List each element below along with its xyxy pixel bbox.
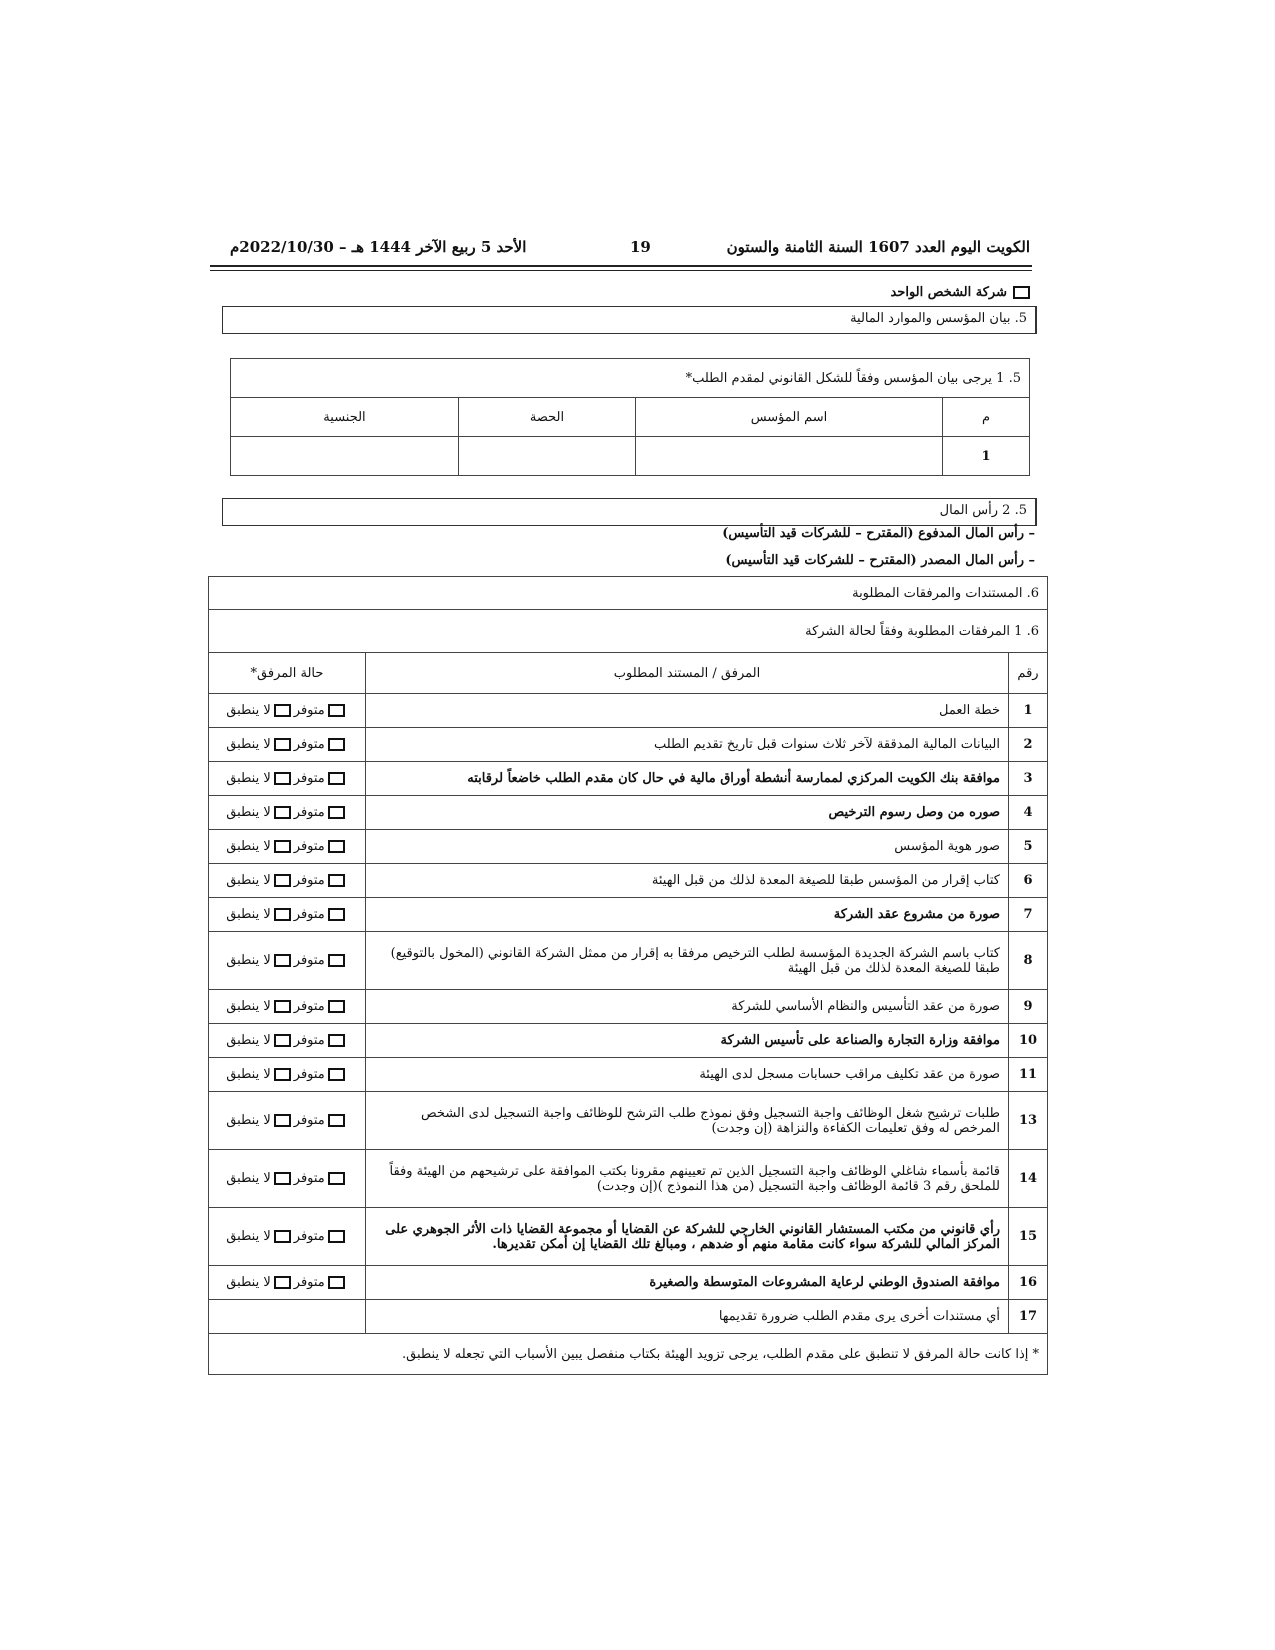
section5-2-title: 5. 2 رأس المال <box>939 503 1027 518</box>
row-number: 8 <box>1009 932 1048 990</box>
row-number: 10 <box>1009 1024 1048 1058</box>
attachment-status <box>209 898 366 932</box>
not-applicable-label: لا ينطبق <box>226 805 271 820</box>
row-number: 5 <box>1009 830 1048 864</box>
row-index: 1 <box>943 437 1030 476</box>
not-applicable-checkbox-icon[interactable] <box>274 954 291 967</box>
available-checkbox-icon[interactable] <box>328 874 345 887</box>
document-description: صورة من عقد التأسيس والنظام الأساسي للشركة <box>366 990 1009 1024</box>
not-applicable-label: لا ينطبق <box>226 1033 271 1048</box>
header-rule-thin <box>210 270 1032 271</box>
footnote: * إذا كانت حالة المرفق لا تنطبق على مقدم الطلب، يرجى تزويد الهيئة بكتاب منفصل يبين الأسباب التي تجعله لا ينطبق. <box>209 1334 1048 1375</box>
row-number: 2 <box>1009 728 1048 762</box>
col-document: المرفق / المستند المطلوب <box>366 653 1009 694</box>
available-label: متوفر <box>293 873 325 888</box>
header-rule <box>210 265 1032 267</box>
available-label: متوفر <box>293 703 325 718</box>
col-number: رقم <box>1009 653 1048 694</box>
row-number: 4 <box>1009 796 1048 830</box>
table-row <box>209 1150 1048 1208</box>
col-founder-name: اسم المؤسس <box>636 398 943 437</box>
table-row <box>209 1266 1048 1300</box>
section5-title-box <box>222 306 1037 334</box>
founders-header-row <box>231 398 1030 437</box>
table-row <box>209 694 1048 728</box>
available-checkbox-icon[interactable] <box>328 1034 345 1047</box>
nationality-cell[interactable] <box>231 437 459 476</box>
available-checkbox-icon[interactable] <box>328 772 345 785</box>
available-checkbox-icon[interactable] <box>328 1172 345 1185</box>
row-number: 14 <box>1009 1150 1048 1208</box>
attachment-status <box>209 694 366 728</box>
document-description: البيانات المالية المدققة لآخر ثلاث سنوات قبل تاريخ تقديم الطلب <box>366 728 1009 762</box>
attachment-status <box>209 1208 366 1266</box>
attachment-status <box>209 796 366 830</box>
document-description: قائمة بأسماء شاغلي الوظائف واجبة التسجيل الذين تم تعيينهم مقرونا بكتب الموافقة على ترشيحهم من الهيئة وفقاً للملحق رقم 3 قائمة الوظائف واجبة التسجيل (من هذا النموذج )(إن وجدت) <box>366 1150 1009 1208</box>
available-label: متوفر <box>293 999 325 1014</box>
row-number: 16 <box>1009 1266 1048 1300</box>
section5-2-box <box>222 498 1037 526</box>
row-number: 7 <box>1009 898 1048 932</box>
document-description: كتاب باسم الشركة الجديدة المؤسسة لطلب الترخيص مرفقا به إقرار من ممثل الشركة القانوني (المخول بالتوقيع) طبقا للصيغة المعدة لذلك من قبل الهيئة <box>366 932 1009 990</box>
not-applicable-checkbox-icon[interactable] <box>274 738 291 751</box>
available-checkbox-icon[interactable] <box>328 954 345 967</box>
available-checkbox-icon[interactable] <box>328 1276 345 1289</box>
attachment-status <box>209 830 366 864</box>
available-checkbox-icon[interactable] <box>328 1068 345 1081</box>
not-applicable-label: لا ينطبق <box>226 873 271 888</box>
table-row <box>209 728 1048 762</box>
single-person-label: شركة الشخص الواحد <box>890 285 1007 300</box>
row-number: 3 <box>1009 762 1048 796</box>
attachment-status <box>209 1058 366 1092</box>
not-applicable-label: لا ينطبق <box>226 907 271 922</box>
founders-table-title: 5. 1 يرجى بيان المؤسس وفقاً للشكل القانوني لمقدم الطلب* <box>231 359 1030 398</box>
available-checkbox-icon[interactable] <box>328 1114 345 1127</box>
not-applicable-checkbox-icon[interactable] <box>274 1276 291 1289</box>
available-label: متوفر <box>293 1275 325 1290</box>
not-applicable-label: لا ينطبق <box>226 1275 271 1290</box>
document-description: موافقة الصندوق الوطني لرعاية المشروعات المتوسطة والصغيرة <box>366 1266 1009 1300</box>
document-description: خطة العمل <box>366 694 1009 728</box>
founders-table <box>230 358 1030 476</box>
row-number: 17 <box>1009 1300 1048 1334</box>
table-row <box>231 437 1030 476</box>
available-checkbox-icon[interactable] <box>328 704 345 717</box>
row-number: 11 <box>1009 1058 1048 1092</box>
founder-name-cell[interactable] <box>636 437 943 476</box>
row-number: 1 <box>1009 694 1048 728</box>
not-applicable-label: لا ينطبق <box>226 839 271 854</box>
attachment-status <box>209 1092 366 1150</box>
not-applicable-checkbox-icon[interactable] <box>274 772 291 785</box>
col-index: م <box>943 398 1030 437</box>
document-description: صورة من مشروع عقد الشركة <box>366 898 1009 932</box>
table-row <box>209 830 1048 864</box>
not-applicable-label: لا ينطبق <box>226 737 271 752</box>
table-row <box>209 864 1048 898</box>
not-applicable-checkbox-icon[interactable] <box>274 1000 291 1013</box>
available-label: متوفر <box>293 839 325 854</box>
not-applicable-checkbox-icon[interactable] <box>274 806 291 819</box>
attachment-status <box>209 990 366 1024</box>
available-label: متوفر <box>293 1033 325 1048</box>
document-description: موافقة وزارة التجارة والصناعة على تأسيس الشركة <box>366 1024 1009 1058</box>
document-description: موافقة بنك الكويت المركزي لممارسة أنشطة أوراق مالية في حال كان مقدم الطلب خاضعاً لرقابته <box>366 762 1009 796</box>
document-description: صوره من وصل رسوم الترخيص <box>366 796 1009 830</box>
section5-title: 5. بيان المؤسس والموارد المالية <box>850 311 1027 326</box>
col-status: حالة المرفق* <box>209 653 366 694</box>
available-checkbox-icon[interactable] <box>328 908 345 921</box>
attachments-header-row <box>209 653 1048 694</box>
available-label: متوفر <box>293 953 325 968</box>
row-number: 9 <box>1009 990 1048 1024</box>
not-applicable-label: لا ينطبق <box>226 1067 271 1082</box>
available-label: متوفر <box>293 1113 325 1128</box>
available-label: متوفر <box>293 737 325 752</box>
attachment-status <box>209 728 366 762</box>
attachment-status <box>209 1300 366 1334</box>
not-applicable-checkbox-icon[interactable] <box>274 1230 291 1243</box>
document-description: صورة من عقد تكليف مراقب حسابات مسجل لدى الهيئة <box>366 1058 1009 1092</box>
attachment-status <box>209 864 366 898</box>
not-applicable-label: لا ينطبق <box>226 771 271 786</box>
available-label: متوفر <box>293 771 325 786</box>
page-number: 19 <box>630 238 651 256</box>
row-number: 13 <box>1009 1092 1048 1150</box>
table-row <box>209 898 1048 932</box>
table-row <box>209 762 1048 796</box>
header-date: الأحد 5 ربيع الآخر 1444 هـ – 2022/10/30م <box>230 238 527 256</box>
not-applicable-label: لا ينطبق <box>226 1171 271 1186</box>
row-number: 6 <box>1009 864 1048 898</box>
not-applicable-checkbox-icon[interactable] <box>274 874 291 887</box>
available-checkbox-icon[interactable] <box>328 1000 345 1013</box>
not-applicable-label: لا ينطبق <box>226 999 271 1014</box>
table-row <box>209 1092 1048 1150</box>
table-row <box>209 1024 1048 1058</box>
checkbox-icon[interactable] <box>1013 286 1030 299</box>
attachment-status <box>209 762 366 796</box>
not-applicable-checkbox-icon[interactable] <box>274 1172 291 1185</box>
available-checkbox-icon[interactable] <box>328 1230 345 1243</box>
table-row <box>209 796 1048 830</box>
table-row <box>209 1058 1048 1092</box>
not-applicable-checkbox-icon[interactable] <box>274 1068 291 1081</box>
available-label: متوفر <box>293 1067 325 1082</box>
not-applicable-label: لا ينطبق <box>226 703 271 718</box>
not-applicable-checkbox-icon[interactable] <box>274 840 291 853</box>
section6-subtitle: 6. 1 المرفقات المطلوبة وفقاً لحالة الشركة <box>209 610 1048 653</box>
table-row <box>209 932 1048 990</box>
section6-title: 6. المستندات والمرفقات المطلوبة <box>209 577 1048 610</box>
table-row <box>209 1208 1048 1266</box>
not-applicable-checkbox-icon[interactable] <box>274 1034 291 1047</box>
document-description: كتاب إقرار من المؤسس طبقا للصيغة المعدة لذلك من قبل الهيئة <box>366 864 1009 898</box>
not-applicable-checkbox-icon[interactable] <box>274 908 291 921</box>
attachment-status <box>209 932 366 990</box>
table-row <box>209 990 1048 1024</box>
available-checkbox-icon[interactable] <box>328 738 345 751</box>
available-checkbox-icon[interactable] <box>328 806 345 819</box>
available-label: متوفر <box>293 907 325 922</box>
share-cell[interactable] <box>459 437 636 476</box>
not-applicable-checkbox-icon[interactable] <box>274 1114 291 1127</box>
attachments-rows <box>209 694 1048 1334</box>
attachment-status <box>209 1266 366 1300</box>
row-number: 15 <box>1009 1208 1048 1266</box>
available-label: متوفر <box>293 1171 325 1186</box>
table-row <box>209 1300 1048 1334</box>
document-description: صور هوية المؤسس <box>366 830 1009 864</box>
single-person-company <box>890 285 1033 300</box>
available-checkbox-icon[interactable] <box>328 840 345 853</box>
gazette-title: الكويت اليوم العدد 1607 السنة الثامنة والستون <box>726 238 1030 256</box>
attachment-status <box>209 1024 366 1058</box>
col-nationality: الجنسية <box>231 398 459 437</box>
col-share: الحصة <box>459 398 636 437</box>
not-applicable-label: لا ينطبق <box>226 1113 271 1128</box>
document-description: طلبات ترشيح شغل الوظائف واجبة التسجيل وفق نموذج طلب الترشح للوظائف واجبة التسجيل لدى الشخص المرخص له وفق تعليمات الكفاءة والنزاهة (إن وجدت) <box>366 1092 1009 1150</box>
paid-capital-note: – رأس المال المدفوع (المقترح – للشركات قيد التأسيس) <box>722 526 1035 541</box>
issued-capital-note: – رأس المال المصدر (المقترح – للشركات قيد التأسيس) <box>725 553 1035 568</box>
document-description: رأي قانوني من مكتب المستشار القانوني الخارجي للشركة عن القضايا أو مجموعة القضايا ذات الأثر الجوهري على المركز المالي للشركة سواء كانت مقامة منهم أو ضدهم ، ومبالغ تلك القضايا إن أمكن تقديرها. <box>366 1208 1009 1266</box>
attachments-table <box>208 576 1048 1375</box>
page-header <box>230 238 1030 262</box>
document-description: أي مستندات أخرى يرى مقدم الطلب ضرورة تقديمها <box>366 1300 1009 1334</box>
not-applicable-label: لا ينطبق <box>226 1229 271 1244</box>
attachment-status <box>209 1150 366 1208</box>
not-applicable-label: لا ينطبق <box>226 953 271 968</box>
available-label: متوفر <box>293 1229 325 1244</box>
not-applicable-checkbox-icon[interactable] <box>274 704 291 717</box>
available-label: متوفر <box>293 805 325 820</box>
